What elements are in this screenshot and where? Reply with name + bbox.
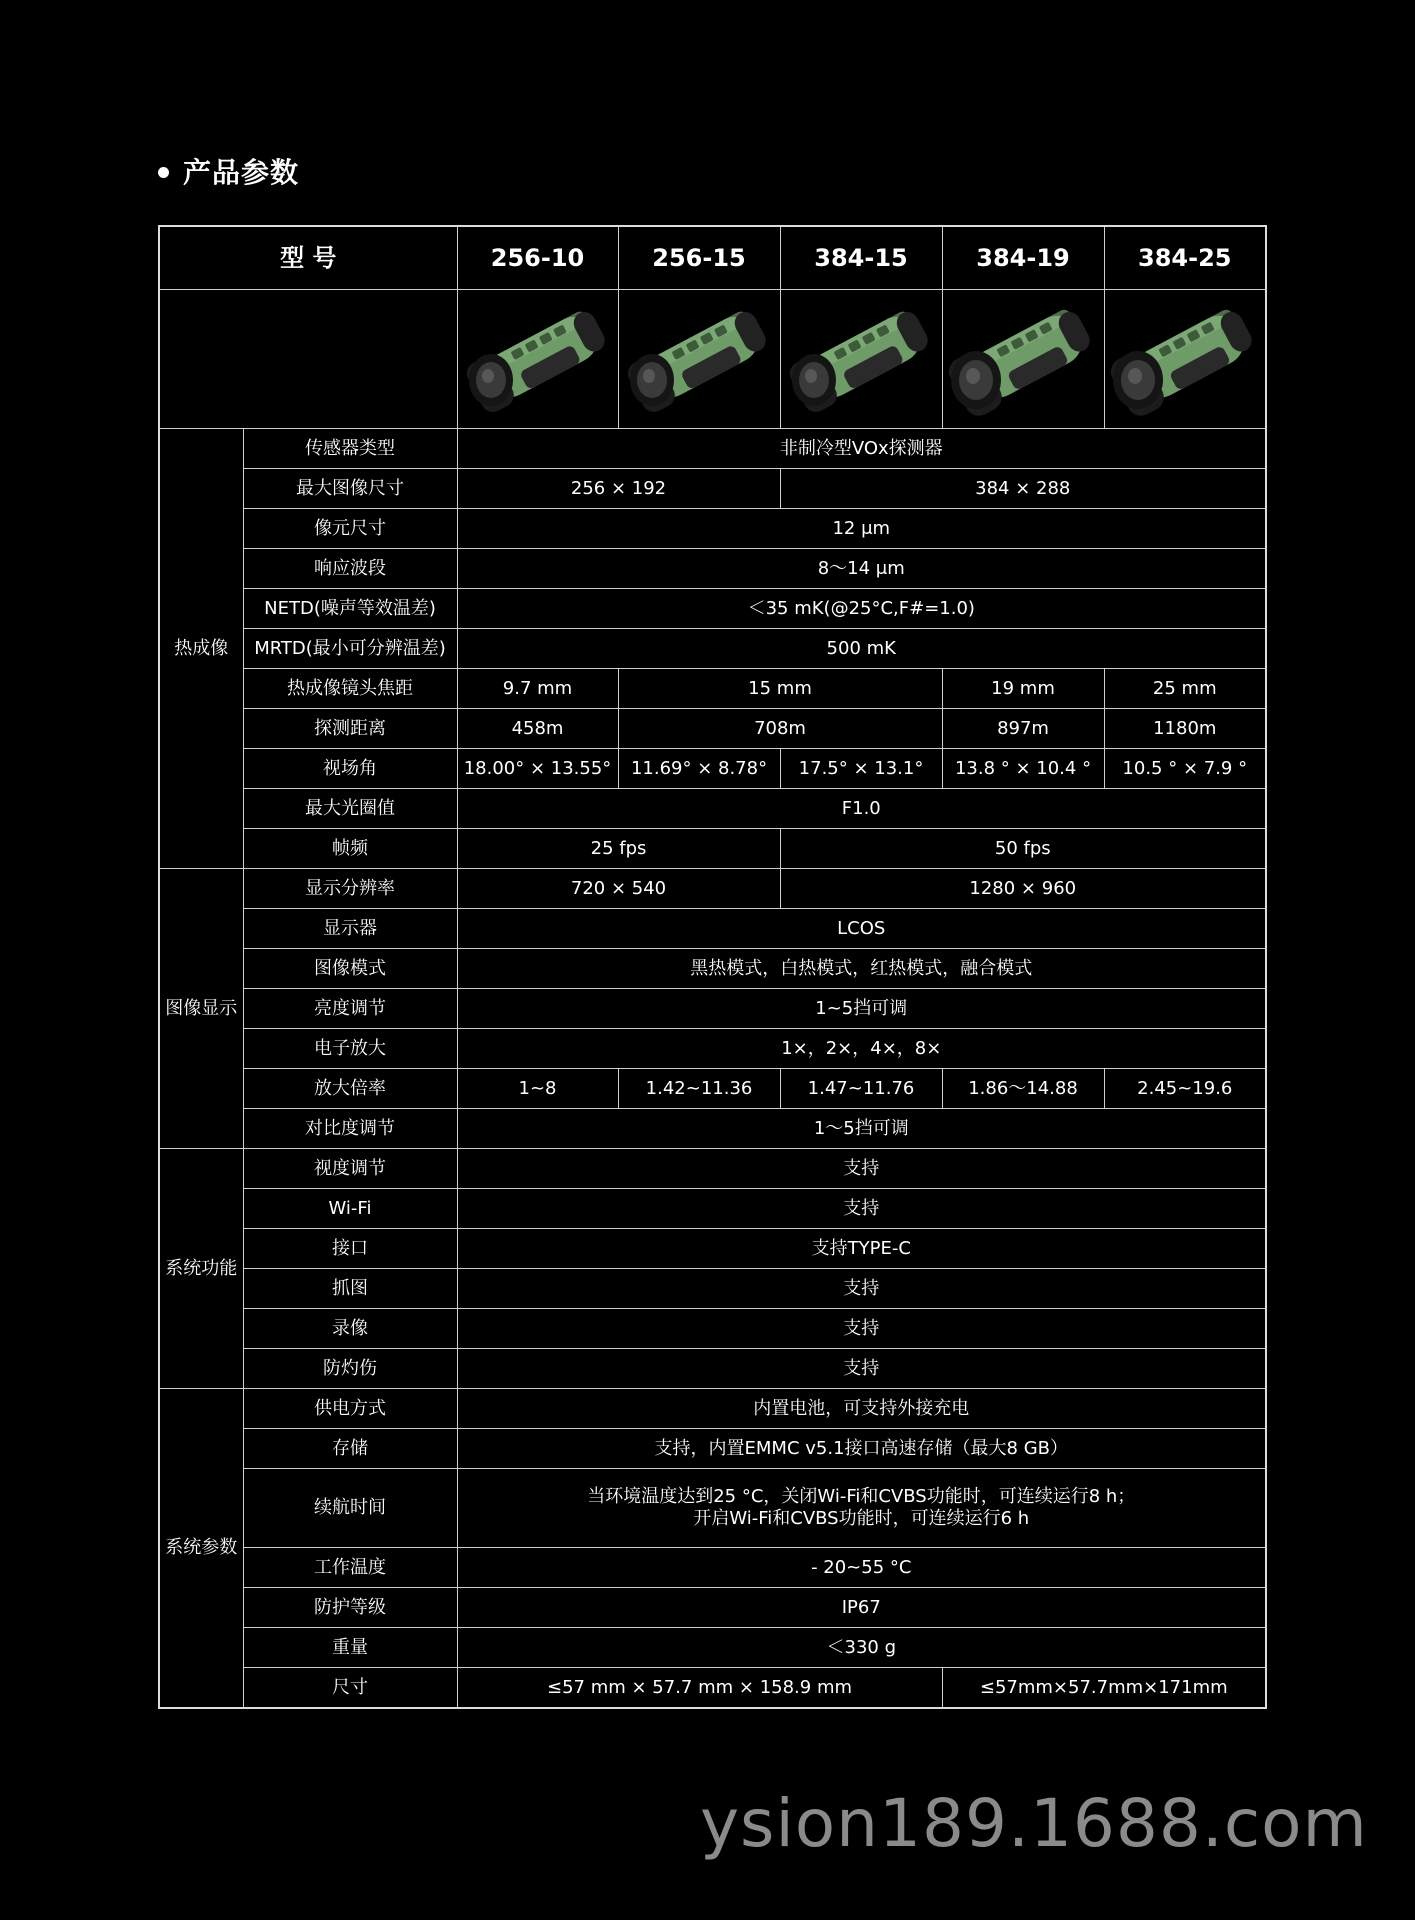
header-row — [159, 226, 1266, 290]
table-row — [159, 1349, 1266, 1389]
watermark: ysion189.1688.com — [700, 1785, 1368, 1862]
row-label: 尺寸 — [243, 1668, 457, 1709]
row-value: 1.47~11.76 — [780, 1069, 942, 1109]
row-label: MRTD(最小可分辨温差) — [243, 629, 457, 669]
category-display: 图像显示 — [159, 869, 243, 1149]
table-row — [159, 1269, 1266, 1309]
table-row — [159, 949, 1266, 989]
table-row — [159, 869, 1266, 909]
image-row-label — [159, 290, 457, 429]
row-label: 最大光圈值 — [243, 789, 457, 829]
row-label: 视度调节 — [243, 1149, 457, 1189]
row-label: 录像 — [243, 1309, 457, 1349]
model-384-25: 384-25 — [1104, 226, 1266, 290]
row-label: 接口 — [243, 1229, 457, 1269]
battery-line-2: 开启Wi-Fi和CVBS功能时，可连续运行6 h — [693, 1508, 1030, 1529]
row-label: 抓图 — [243, 1269, 457, 1309]
row-value: 9.7 mm — [457, 669, 618, 709]
row-label: 显示分辨率 — [243, 869, 457, 909]
device-image-256-15 — [618, 290, 780, 429]
row-value: 非制冷型VOx探测器 — [457, 429, 1266, 469]
table-row — [159, 629, 1266, 669]
thermal-monocular-image — [1110, 294, 1260, 424]
row-label: 续航时间 — [243, 1469, 457, 1548]
row-value: 1280 × 960 — [780, 869, 1266, 909]
model-256-15: 256-15 — [618, 226, 780, 290]
row-value: 12 μm — [457, 509, 1266, 549]
table-row — [159, 429, 1266, 469]
row-label: 工作温度 — [243, 1548, 457, 1588]
row-value: 1～5挡可调 — [457, 1109, 1266, 1149]
model-256-10: 256-10 — [457, 226, 618, 290]
row-value: F1.0 — [457, 789, 1266, 829]
thermal-monocular-image — [463, 294, 613, 424]
row-label: 重量 — [243, 1628, 457, 1668]
row-value: 25 mm — [1104, 669, 1266, 709]
row-value: 50 fps — [780, 829, 1266, 869]
thermal-monocular-image — [624, 294, 774, 424]
row-label: 图像模式 — [243, 949, 457, 989]
row-value: 2.45~19.6 — [1104, 1069, 1266, 1109]
row-value: ≤57mm×57.7mm×171mm — [942, 1668, 1266, 1709]
table-row — [159, 589, 1266, 629]
table-row — [159, 1469, 1266, 1548]
row-value: 384 × 288 — [780, 469, 1266, 509]
table-row — [159, 549, 1266, 589]
row-value: LCOS — [457, 909, 1266, 949]
category-system-params: 系统参数 — [159, 1389, 243, 1709]
row-value — [457, 1469, 1266, 1548]
row-value: IP67 — [457, 1588, 1266, 1628]
model-header: 型 号 — [159, 226, 457, 290]
row-value: 458m — [457, 709, 618, 749]
device-image-384-25 — [1104, 290, 1266, 429]
section-title — [158, 150, 299, 196]
device-image-384-19 — [942, 290, 1104, 429]
table-row — [159, 709, 1266, 749]
table-row — [159, 1389, 1266, 1429]
row-value: 1.86～14.88 — [942, 1069, 1104, 1109]
row-label: 防护等级 — [243, 1588, 457, 1628]
table-row — [159, 1229, 1266, 1269]
table-row — [159, 469, 1266, 509]
thermal-monocular-image — [786, 294, 936, 424]
image-row — [159, 290, 1266, 429]
table-row — [159, 1548, 1266, 1588]
row-label: 放大倍率 — [243, 1069, 457, 1109]
row-value: 19 mm — [942, 669, 1104, 709]
row-label: 像元尺寸 — [243, 509, 457, 549]
thermal-monocular-image — [948, 294, 1098, 424]
table-row — [159, 1668, 1266, 1709]
table-row — [159, 909, 1266, 949]
row-value: - 20~55 °C — [457, 1548, 1266, 1588]
table-row — [159, 829, 1266, 869]
row-label: 电子放大 — [243, 1029, 457, 1069]
row-label: 供电方式 — [243, 1389, 457, 1429]
device-image-256-10 — [457, 290, 618, 429]
row-value: 1~5挡可调 — [457, 989, 1266, 1029]
row-label: 亮度调节 — [243, 989, 457, 1029]
row-label: 对比度调节 — [243, 1109, 457, 1149]
row-value: 17.5° × 13.1° — [780, 749, 942, 789]
row-label: 探测距离 — [243, 709, 457, 749]
row-value: 支持 — [457, 1269, 1266, 1309]
row-label: 显示器 — [243, 909, 457, 949]
table-row — [159, 1069, 1266, 1109]
table-row — [159, 509, 1266, 549]
table-row — [159, 1149, 1266, 1189]
row-value: 708m — [618, 709, 942, 749]
row-label: Wi-Fi — [243, 1189, 457, 1229]
model-384-15: 384-15 — [780, 226, 942, 290]
section-title-text: 产品参数 — [183, 156, 300, 189]
row-value: 1180m — [1104, 709, 1266, 749]
battery-line-1: 当环境温度达到25 °C，关闭Wi-Fi和CVBS功能时，可连续运行8 h； — [587, 1486, 1136, 1507]
category-system-function: 系统功能 — [159, 1149, 243, 1389]
row-value: 支持 — [457, 1149, 1266, 1189]
device-image-384-15 — [780, 290, 942, 429]
table-row — [159, 1029, 1266, 1069]
row-label: 存储 — [243, 1429, 457, 1469]
table-row — [159, 1588, 1266, 1628]
table-row — [159, 1628, 1266, 1668]
row-value: 25 fps — [457, 829, 780, 869]
row-value: 支持TYPE-C — [457, 1229, 1266, 1269]
row-value: 256 × 192 — [457, 469, 780, 509]
row-label: 传感器类型 — [243, 429, 457, 469]
row-label: 响应波段 — [243, 549, 457, 589]
row-value: 500 mK — [457, 629, 1266, 669]
row-value: 720 × 540 — [457, 869, 780, 909]
row-value: 10.5 ° × 7.9 ° — [1104, 749, 1266, 789]
row-value: 1×，2×，4×，8× — [457, 1029, 1266, 1069]
row-label: 视场角 — [243, 749, 457, 789]
row-value: ＜330 g — [457, 1628, 1266, 1668]
spec-table — [158, 225, 1267, 1709]
row-value: ＜35 mK(@25°C,F#=1.0) — [457, 589, 1266, 629]
row-value: 1~8 — [457, 1069, 618, 1109]
model-384-19: 384-19 — [942, 226, 1104, 290]
table-row — [159, 669, 1266, 709]
row-value: 11.69° × 8.78° — [618, 749, 780, 789]
row-value: 13.8 ° × 10.4 ° — [942, 749, 1104, 789]
row-label: 热成像镜头焦距 — [243, 669, 457, 709]
table-row — [159, 989, 1266, 1029]
table-row — [159, 749, 1266, 789]
table-row — [159, 1309, 1266, 1349]
row-value: 897m — [942, 709, 1104, 749]
row-value: 支持 — [457, 1349, 1266, 1389]
table-row — [159, 789, 1266, 829]
row-label: 防灼伤 — [243, 1349, 457, 1389]
row-label: 最大图像尺寸 — [243, 469, 457, 509]
row-value: 支持 — [457, 1309, 1266, 1349]
row-value: ≤57 mm × 57.7 mm × 158.9 mm — [457, 1668, 942, 1709]
row-value: 黑热模式，白热模式，红热模式，融合模式 — [457, 949, 1266, 989]
bullet-dot-icon — [158, 167, 169, 178]
row-value: 18.00° × 13.55° — [457, 749, 618, 789]
table-row — [159, 1189, 1266, 1229]
row-value: 内置电池，可支持外接充电 — [457, 1389, 1266, 1429]
row-value: 1.42~11.36 — [618, 1069, 780, 1109]
row-label: NETD(噪声等效温差) — [243, 589, 457, 629]
row-value: 8～14 μm — [457, 549, 1266, 589]
row-value: 支持 — [457, 1189, 1266, 1229]
table-row — [159, 1429, 1266, 1469]
row-label: 帧频 — [243, 829, 457, 869]
table-row — [159, 1109, 1266, 1149]
row-value: 支持，内置EMMC v5.1接口高速存储（最大8 GB） — [457, 1429, 1266, 1469]
row-value: 15 mm — [618, 669, 942, 709]
category-thermal: 热成像 — [159, 429, 243, 869]
